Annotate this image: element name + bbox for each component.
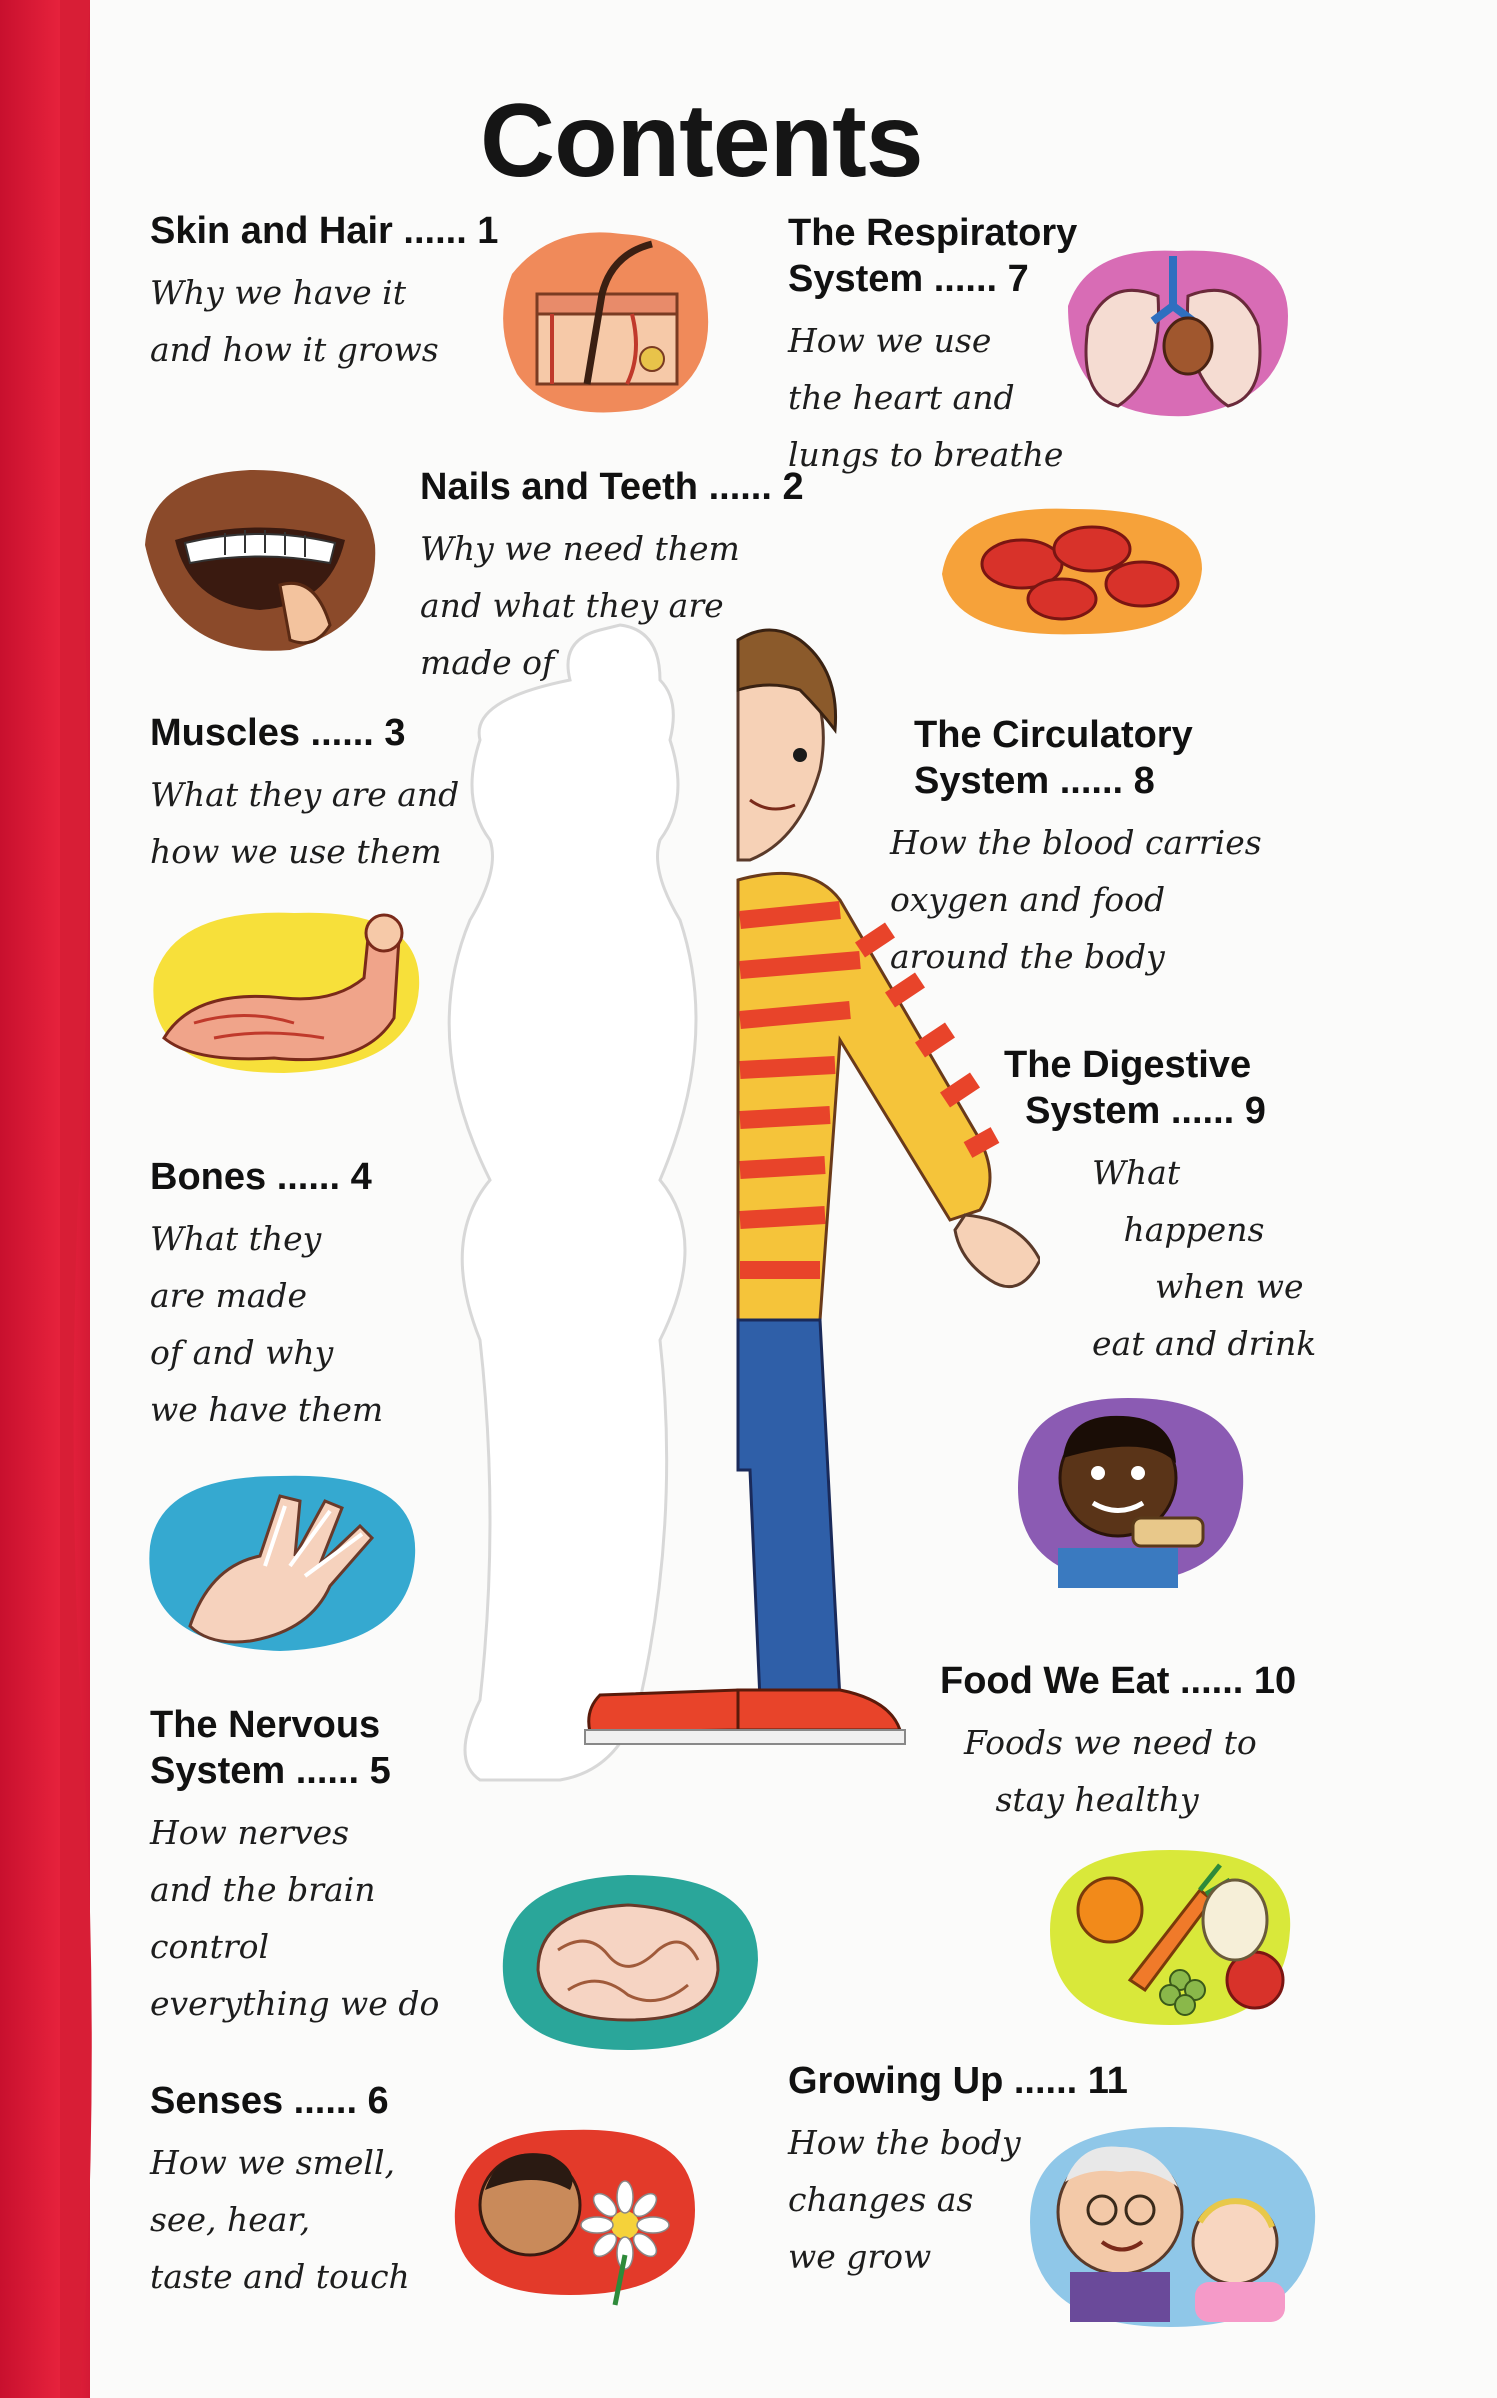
brain-illustration xyxy=(488,1860,768,2060)
entry-heading: The Nervous System ...... 5 xyxy=(150,1704,391,1792)
entry-description: How we use the heart and lungs to breathe xyxy=(788,321,1064,474)
flexed-arm-illustration xyxy=(134,898,434,1078)
entry-heading: The Circulatory System ...... 8 xyxy=(914,714,1193,802)
lungs-illustration xyxy=(1048,236,1298,426)
entry-description: How we smell, see, hear, taste and touch xyxy=(150,2143,410,2296)
entry-heading: The Digestive System ...... 9 xyxy=(1004,1044,1266,1132)
grandfather-baby-illustration xyxy=(1010,2102,1330,2342)
entry-description: How the blood carries oxygen and food around the body xyxy=(890,823,1262,976)
spine-edge xyxy=(60,0,120,2398)
entry-heading: Senses ...... 6 xyxy=(150,2080,389,2122)
skin-hair-illustration xyxy=(492,214,722,424)
entry-description: What they are made of and why we have them xyxy=(150,1219,384,1429)
entry-description: What happens when we eat and drink xyxy=(1092,1153,1317,1363)
entry-description: Why we have it and how it grows xyxy=(150,273,439,369)
entry-skin-hair[interactable] xyxy=(150,208,530,378)
smelling-flower-illustration xyxy=(440,2110,710,2310)
entry-description: How nerves and the brain control everything we do xyxy=(150,1813,440,2023)
entry-description: Why we need them and what they are made of xyxy=(420,529,740,682)
entry-heading: Nails and Teeth ...... 2 xyxy=(420,466,804,508)
entry-description: How the body changes as we grow xyxy=(788,2123,1021,2276)
entry-heading: Growing Up ...... 11 xyxy=(788,2060,1128,2102)
hand-bones-illustration xyxy=(130,1456,430,1666)
fruit-vegetables-illustration xyxy=(1030,1830,1310,2040)
entry-heading: The Respiratory System ...... 7 xyxy=(788,212,1078,300)
page-title: Contents xyxy=(480,83,923,199)
entry-heading: Skin and Hair ...... 1 xyxy=(150,210,499,252)
smile-teeth-illustration xyxy=(130,455,390,665)
entry-heading: Bones ...... 4 xyxy=(150,1156,372,1198)
entry-heading: Muscles ...... 3 xyxy=(150,712,406,754)
entry-description: What they are and how we use them xyxy=(150,775,460,871)
entry-description: Foods we need to stay healthy xyxy=(964,1723,1257,1819)
entry-bones[interactable] xyxy=(150,1154,450,1438)
entry-senses[interactable] xyxy=(150,2078,450,2305)
entry-heading: Food We Eat ...... 10 xyxy=(940,1660,1297,1702)
boy-figure-illustration xyxy=(420,620,1040,1840)
entry-digestive-system[interactable] xyxy=(1004,1042,1344,1372)
